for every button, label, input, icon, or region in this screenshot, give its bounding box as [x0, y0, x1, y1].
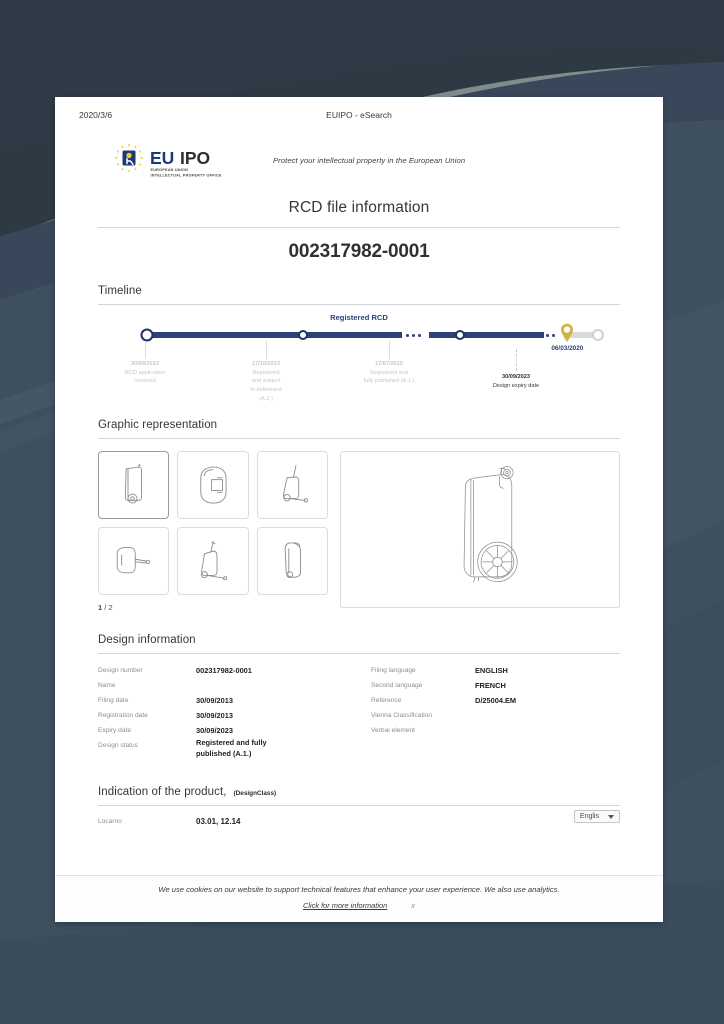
label-verbal-element: Verbal element — [371, 727, 415, 734]
value-registration-date: 30/09/2013 — [196, 711, 233, 720]
label-locarno: Locarno — [98, 818, 122, 825]
chevron-down-icon — [608, 815, 614, 819]
value-verbal-element — [475, 723, 620, 738]
cookie-message: We use cookies on our website to support technical features that enhance your user experience. We also use analytics. — [158, 885, 560, 894]
graphic-section-rule — [98, 438, 620, 439]
design-view-top-icon — [105, 534, 162, 588]
design-preview[interactable] — [340, 451, 620, 608]
title-rule — [98, 227, 620, 228]
cookie-close-icon[interactable]: x — [411, 901, 415, 910]
timeline-label-published: 17/07/2015 Registered and fully published (A.1.) — [363, 361, 415, 385]
cookie-more-info-link[interactable]: Click for more information — [303, 901, 388, 910]
thumbnail-3[interactable] — [257, 451, 328, 519]
timeline-label-expiry: 30/09/2023 Design expiry date — [492, 374, 540, 389]
label-name: Name — [98, 682, 116, 689]
value-vienna-classification — [475, 708, 620, 723]
value-expiry-date: 30/09/2023 — [196, 726, 233, 735]
locarno-row — [98, 814, 620, 829]
page-title: RCD file information — [288, 199, 430, 216]
design-view-rear-icon — [264, 534, 321, 588]
pager-total: 2 — [108, 603, 113, 612]
label-design-number: Design number — [98, 667, 143, 674]
timeline-widget — [98, 305, 620, 415]
language-select[interactable] — [574, 810, 620, 823]
timeline-section-title: Timeline — [98, 285, 142, 297]
design-class-tag[interactable]: (DesignClass) — [233, 790, 277, 797]
design-preview-drawing — [372, 461, 589, 597]
print-header — [55, 97, 663, 131]
pager-separator: / — [104, 603, 107, 612]
label-vienna-classification: Vienna Classification — [371, 712, 433, 719]
timeline-segment-1 — [147, 332, 402, 338]
timeline-node-expiry[interactable] — [592, 329, 604, 341]
indication-section-rule — [98, 805, 620, 806]
logo-subtitle-line2: INTELLECTUAL PROPERTY OFFICE — [150, 173, 222, 178]
timeline-section — [98, 285, 620, 305]
svg-text:IPO: IPO — [180, 148, 211, 168]
label-filing-date: Filing date — [98, 697, 129, 704]
value-filing-language: ENGLISH — [475, 666, 508, 675]
indication-section-title: Indication of the product, — [98, 786, 227, 798]
design-info-section-title: Design information — [98, 634, 196, 646]
label-design-status: Design status — [98, 742, 138, 749]
timeline-dots-2 — [546, 334, 555, 337]
label-registration-date: Registration date — [98, 712, 148, 719]
timeline-tick-2 — [266, 341, 267, 359]
timeline-tick-3 — [389, 341, 390, 359]
timeline-label-registered: 17/10/2013 Registered and subject to deferment (A.2.) — [250, 361, 282, 402]
pager-current: 1 — [98, 603, 103, 612]
timeline-tick-4 — [516, 349, 517, 371]
design-info-left-column — [98, 663, 357, 760]
language-select-value: Englis — [579, 813, 599, 820]
indication-section — [98, 786, 620, 829]
value-reference: D/25004.EM — [475, 696, 517, 705]
thumbnail-4[interactable] — [98, 527, 169, 595]
thumbnail-6[interactable] — [257, 527, 328, 595]
svg-text:EU: EU — [150, 148, 175, 168]
design-info-section — [98, 634, 620, 760]
timeline-track — [147, 332, 598, 352]
label-filing-language: Filing language — [371, 667, 416, 674]
timeline-current-pin[interactable] — [560, 323, 574, 342]
label-second-language: Second language — [371, 682, 423, 689]
print-date: 2020/3/6 — [79, 110, 113, 120]
value-design-number: 002317982-0001 — [196, 666, 252, 675]
document-sheet — [55, 97, 663, 922]
design-info-right-column — [357, 663, 620, 760]
thumbnail-pager — [98, 603, 328, 612]
design-info-section-rule — [98, 653, 620, 654]
value-design-status: Registered and fully published (A.1.) — [196, 738, 267, 758]
graphic-section-title: Graphic representation — [98, 419, 218, 431]
design-view-perspective-icon — [185, 534, 242, 588]
timeline-label-filing: 30/09/2013 RCD application received — [124, 361, 166, 385]
value-name — [196, 678, 347, 693]
label-reference: Reference — [371, 697, 402, 704]
tagline: Protect your intellectual property in the European Union — [273, 156, 466, 165]
graphic-section — [98, 419, 620, 612]
timeline-dots-1 — [406, 334, 421, 337]
value-filing-date: 30/09/2013 — [196, 696, 233, 705]
logo-subtitle-line1: EUROPEAN UNION — [150, 168, 189, 172]
design-number-heading: 002317982-0001 — [288, 241, 430, 262]
design-view-front-icon — [185, 458, 242, 512]
timeline-current-date: 06/03/2020 — [551, 345, 584, 352]
eu-stars-circle — [115, 144, 143, 172]
thumbnail-5[interactable] — [177, 527, 248, 595]
brand-row — [55, 131, 663, 193]
timeline-segment-2 — [429, 332, 544, 338]
cookie-banner — [55, 875, 663, 922]
timeline-node-filing[interactable] — [141, 329, 154, 342]
design-view-handle-extended-icon — [264, 458, 321, 512]
thumbnail-1[interactable] — [98, 451, 169, 519]
design-view-side-icon — [105, 458, 162, 512]
label-expiry-date: Expiry date — [98, 727, 131, 734]
timeline-tick-1 — [145, 341, 146, 359]
thumbnail-2[interactable] — [177, 451, 248, 519]
value-locarno: 03.01, 12.14 — [196, 817, 241, 826]
value-second-language: FRENCH — [475, 681, 506, 690]
print-app-title: EUIPO - eSearch — [326, 110, 392, 120]
euipo-logo — [107, 138, 277, 182]
timeline-node-registered[interactable] — [298, 330, 308, 340]
timeline-node-published[interactable] — [455, 330, 465, 340]
timeline-status-badge: Registered RCD — [330, 313, 388, 322]
thumbnail-panel — [98, 451, 328, 612]
